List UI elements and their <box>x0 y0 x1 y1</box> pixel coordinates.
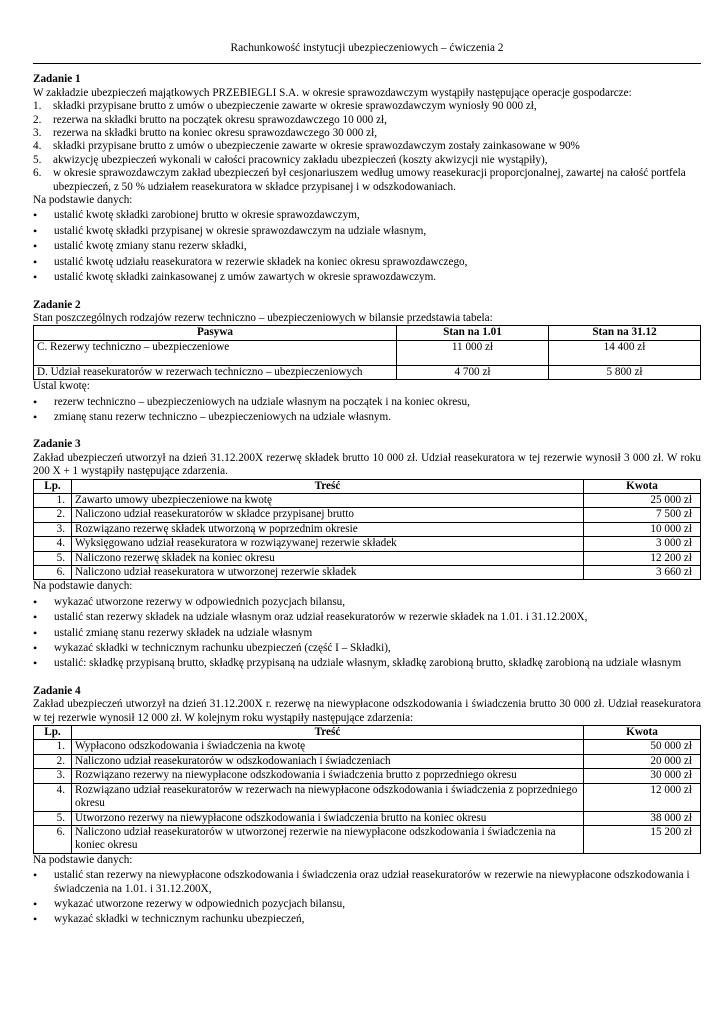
task-4 <box>33 685 701 927</box>
col-header: Kwota <box>584 726 701 740</box>
col-header: Pasywa <box>34 326 397 340</box>
table-row <box>34 537 701 551</box>
bullet-item: • zmianę stanu rezerw techniczno – ubezpieczeniowych na udziale własnym. <box>33 411 701 424</box>
table-cell: 4. <box>34 537 72 551</box>
task-3-title: Zadanie 3 <box>33 438 81 451</box>
table-cell: 5 800 zł <box>549 365 701 379</box>
table-row <box>34 783 701 811</box>
table-cell: 5. <box>34 811 72 825</box>
table-cell: 1. <box>34 740 72 754</box>
table-cell: C. Rezerwy techniczno – ubezpieczeniowe <box>34 340 397 365</box>
table-cell: 10 000 zł <box>584 522 701 536</box>
table-cell: 14 400 zł <box>549 340 701 365</box>
table-cell: 38 000 zł <box>584 811 701 825</box>
table-cell: 4. <box>34 783 72 811</box>
task-2 <box>33 299 701 425</box>
bullet-item: • ustalić: składkę przypisaną brutto, składkę przypisaną na udziale własnym, składkę zarobioną brutto, składkę zarobioną na udziale własnym <box>33 657 701 670</box>
table-header-row <box>34 326 701 340</box>
table-cell: 6. <box>34 566 72 580</box>
task-4-title: Zadanie 4 <box>33 684 81 697</box>
task-3-table <box>33 479 701 581</box>
table-cell: Naliczono udział reasekuratorów w odszkodowaniach i świadczeniach <box>72 754 584 768</box>
bullet-item: • ustalić kwotę udziału reasekuratora w rezerwie składek na koniec okresu sprawozdawczego, <box>33 256 701 269</box>
table-row <box>34 365 701 379</box>
table-cell: Rozwiązano rezerwę składek utworzoną w poprzednim okresie <box>72 522 584 536</box>
col-header: Treść <box>72 726 584 740</box>
table-row <box>34 522 701 536</box>
table-header-row <box>34 479 701 493</box>
bullet-item: • ustalić zmianę stanu rezerwy składek na udziale własnym <box>33 627 701 640</box>
task-1-intro: W zakładzie ubezpieczeń majątkowych PRZEBIEGLI S.A. w okresie sprawozdawczym wystąpiły następujące operacje gospodarcze: <box>33 86 632 99</box>
table-row <box>34 811 701 825</box>
table-cell: 3. <box>34 522 72 536</box>
bullet-item: • ustalić stan rezerwy na niewypłacone odszkodowania i świadczenia oraz udział reasekuratorów w rezerwie na niewypłacone odszkodowania i świadczenia na 1.01. i 31.12.200X, <box>33 869 701 896</box>
table-cell: 25 000 zł <box>584 493 701 507</box>
table-cell: 2. <box>34 508 72 522</box>
bullet-item: • ustalić stan rezerwy składek na udziale własnym oraz udział reasekuratorów w rezerwie składek na 1.01. i 31.12.200X, <box>33 611 701 624</box>
task-1-basis: Na podstawie danych: <box>33 194 133 207</box>
table-cell: 7 500 zł <box>584 508 701 522</box>
bullet-item: • wykazać składki w technicznym rachunku ubezpieczeń, <box>33 913 701 926</box>
task-3-bullets <box>33 596 701 671</box>
table-cell: 4 700 zł <box>397 365 549 379</box>
task-4-bullets <box>33 869 701 927</box>
col-header: Kwota <box>584 479 701 493</box>
header-rule <box>33 63 701 64</box>
page-header: Rachunkowość instytucji ubezpieczeniowych – ćwiczenia 2 <box>230 42 504 54</box>
table-cell: 30 000 zł <box>584 769 701 783</box>
table-row <box>34 769 701 783</box>
list-item: 1. składki przypisane brutto z umów o ubezpieczenie zawarte w okresie sprawozdawczym wyniosły 90 000 zł, <box>33 100 537 113</box>
task-2-table <box>33 325 701 380</box>
task-4-intro: Zakład ubezpieczeń utworzył na dzień 31.12.200X r. rezerwę na niewypłacone odszkodowania i świadczenia brutto 30 000 zł. Udział reasekuratora w tej rezerwie wynosił 12 000 zł. W kolejnym roku wystąpiły następujące zdarzenia: <box>33 698 701 724</box>
list-item: 6. w okresie sprawozdawczym zakład ubezpieczeń był cesjonariuszem według umowy reasekuracji proporcjonalnej, zawartej na całość portfela ubezpieczeń, z 50 % udziałem reasekuratora w składce przypisanej i w odszkodowaniach. <box>33 167 686 193</box>
list-item: 4. składki przypisane brutto z umów o ubezpieczenie zawarte w okresie sprawozdawczym zostały zainkasowane w 90% <box>33 140 580 153</box>
task-2-bullets <box>33 396 701 425</box>
bullet-item: • wykazać utworzone rezerwy w odpowiednich pozycjach bilansu, <box>33 898 701 911</box>
table-row <box>34 825 701 853</box>
bullet-item: • wykazać utworzone rezerwy w odpowiednich pozycjach bilansu, <box>33 596 701 609</box>
task-1 <box>33 73 701 284</box>
task-3 <box>33 438 701 671</box>
table-cell: D. Udział reasekuratorów w rezerwach techniczno – ubezpieczeniowych <box>34 365 397 379</box>
col-header: Stan na 1.01 <box>397 326 549 340</box>
table-cell: 12 000 zł <box>584 783 701 811</box>
col-header: Lp. <box>34 726 72 740</box>
table-cell: Wyksięgowano udział reasekuratora w rozwiązywanej rezerwie składek <box>72 537 584 551</box>
task-1-list <box>33 100 701 194</box>
table-row <box>34 508 701 522</box>
table-cell: Naliczono udział reasekuratora w utworzonej rezerwie składek <box>72 566 584 580</box>
table-row <box>34 566 701 580</box>
document-page <box>33 0 701 927</box>
table-cell: 12 200 zł <box>584 551 701 565</box>
table-cell: 11 000 zł <box>397 340 549 365</box>
table-cell: Naliczono rezerwę składek na koniec okresu <box>72 551 584 565</box>
list-item: 5. akwizycję ubezpieczeń wykonali w całości pracownicy zakładu ubezpieczeń (koszty akwizycji nie wystąpiły), <box>33 153 548 166</box>
table-cell: 6. <box>34 825 72 853</box>
bullet-item: • ustalić kwotę składki przypisanej w okresie sprawozdawczym na udziale własnym, <box>33 225 701 238</box>
bullet-item: • wykazać składki w technicznym rachunku ubezpieczeń (część I – Składki), <box>33 642 701 655</box>
list-item: 3. rezerwa na składki brutto na koniec okresu sprawozdawczego 30 000 zł, <box>33 127 378 140</box>
col-header: Stan na 31.12 <box>549 326 701 340</box>
table-row <box>34 754 701 768</box>
table-cell: 3 660 zł <box>584 566 701 580</box>
table-cell: 2. <box>34 754 72 768</box>
task-4-basis: Na podstawie danych: <box>33 853 133 866</box>
col-header: Treść <box>72 479 584 493</box>
table-cell: 3. <box>34 769 72 783</box>
table-cell: Zawarto umowy ubezpieczeniowe na kwotę <box>72 493 584 507</box>
table-cell: 1. <box>34 493 72 507</box>
table-row <box>34 551 701 565</box>
table-row <box>34 340 701 365</box>
table-cell: Wypłacono odszkodowania i świadczenia na kwotę <box>72 740 584 754</box>
table-cell: 20 000 zł <box>584 754 701 768</box>
task-4-table <box>33 725 701 854</box>
table-cell: 3 000 zł <box>584 537 701 551</box>
task-3-basis: Na podstawie danych: <box>33 580 133 593</box>
task-2-title: Zadanie 2 <box>33 298 81 311</box>
task-1-title: Zadanie 1 <box>33 73 81 86</box>
table-cell: Rozwiązano rezerwy na niewypłacone odszkodowania i świadczenia brutto z poprzedniego okresu <box>72 769 584 783</box>
table-cell: Rozwiązano udział reasekuratorów w rezerwach na niewypłacone odszkodowania i świadczenia z poprzedniego okresu <box>72 783 584 811</box>
table-cell: Naliczono udział reasekuratorów w składce przypisanej brutto <box>72 508 584 522</box>
task-2-intro: Stan poszczególnych rodzajów rezerw techniczno – ubezpieczeniowych w bilansie przedstawia tabela: <box>33 311 493 324</box>
table-cell: 50 000 zł <box>584 740 701 754</box>
table-cell: 5. <box>34 551 72 565</box>
task-3-intro: Zakład ubezpieczeń utworzył na dzień 31.12.200X rezerwę składek brutto 10 000 zł. Udział reasekuratora w tej rezerwie wynosił 3 000 zł. W roku 200 X + 1 wystąpiły następujące zdarzenia. <box>33 451 701 478</box>
task-1-bullets <box>33 209 701 284</box>
bullet-item: • ustalić kwotę zmiany stanu rezerw składki, <box>33 240 701 253</box>
table-cell: Utworzono rezerwy na niewypłacone odszkodowania i świadczenia brutto na koniec okresu <box>72 811 584 825</box>
table-cell: Naliczono udział reasekuratorów w utworzonej rezerwie na niewypłacone odszkodowania i świadczenia na koniec okresu <box>72 825 584 853</box>
bullet-item: • ustalić kwotę składki zarobionej brutto w okresie sprawozdawczym, <box>33 209 701 222</box>
table-header-row <box>34 726 701 740</box>
table-row <box>34 740 701 754</box>
list-item: 2. rezerwa na składki brutto na początek okresu sprawozdawczego 10 000 zł, <box>33 113 387 126</box>
task-2-basis: Ustal kwotę: <box>33 380 90 393</box>
col-header: Lp. <box>34 479 72 493</box>
table-row <box>34 493 701 507</box>
bullet-item: • rezerw techniczno – ubezpieczeniowych na udziale własnym na początek i na koniec okresu, <box>33 396 701 409</box>
table-cell: 15 200 zł <box>584 825 701 853</box>
bullet-item: • ustalić kwotę składki zainkasowanej z umów zawartych w okresie sprawozdawczym. <box>33 271 701 284</box>
